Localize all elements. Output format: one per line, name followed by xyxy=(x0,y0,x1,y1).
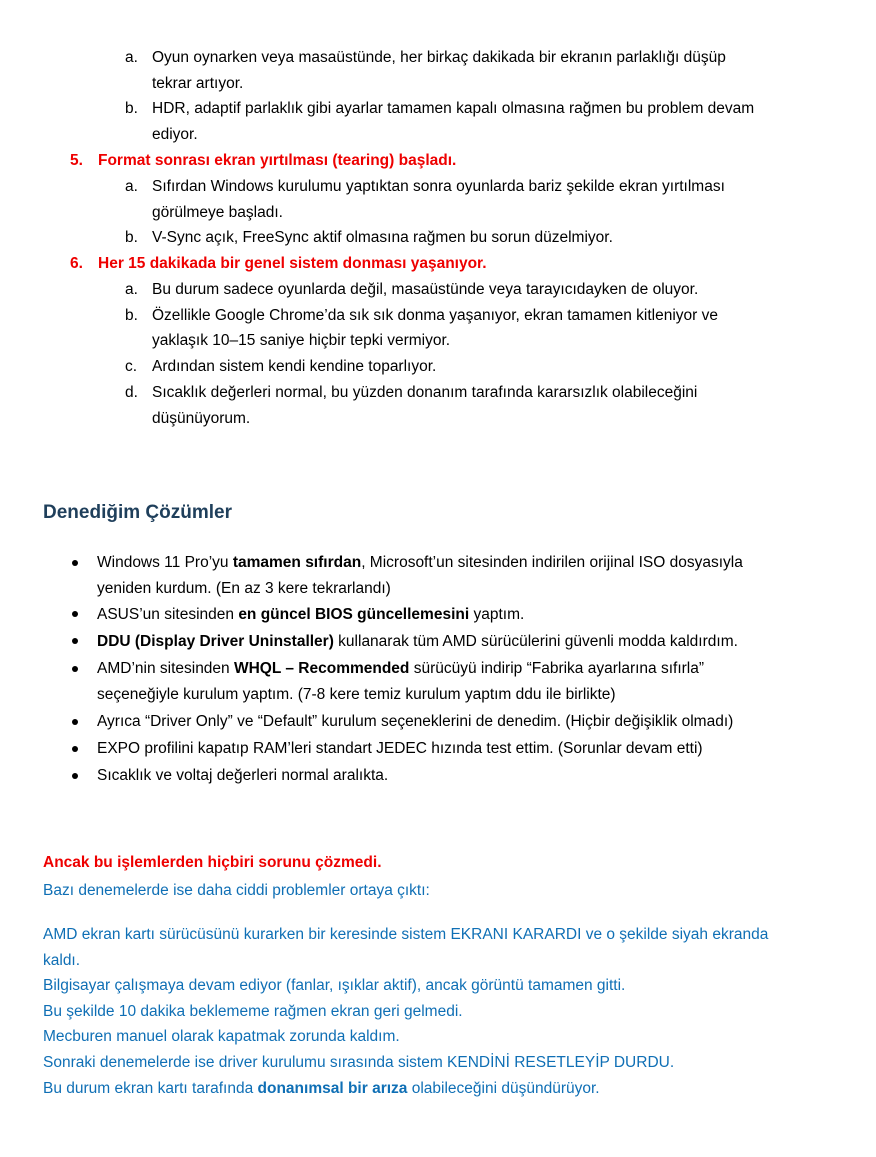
bullet-icon xyxy=(72,746,78,752)
list-item-text: düşünüyorum. xyxy=(152,410,251,427)
bullet-icon xyxy=(72,666,78,672)
list-number: 6. xyxy=(70,255,83,272)
section-heading: Denediğim Çözümler xyxy=(43,502,232,523)
bullet-text: AMD’nin sitesinden WHQL – Recommended sürücüyü indirip “Fabrika ayarlarına sıfırla” xyxy=(97,660,705,677)
issue-title: Her 15 dakikada bir genel sistem donması yaşanıyor. xyxy=(98,255,487,272)
bullet-text: Windows 11 Pro’yu tamamen sıfırdan, Microsoft’un sitesinden indirilen orijinal ISO dosyasıyla xyxy=(97,554,743,571)
list-marker: b. xyxy=(125,229,138,246)
list-item-text: Oyun oynarken veya masaüstünde, her birkaç dakikada bir ekranın parlaklığı düşüp xyxy=(152,49,726,66)
bullet-icon xyxy=(72,773,78,779)
conclusion-text: Bu şekilde 10 dakika beklememe rağmen ekran geri gelmedi. xyxy=(43,1003,463,1020)
bullet-icon xyxy=(72,719,78,725)
bullet-text: DDU (Display Driver Uninstaller) kullanarak tüm AMD sürücülerini güvenli modda kaldırdım. xyxy=(97,633,738,650)
list-marker: b. xyxy=(125,100,138,117)
conclusion-text: Bilgisayar çalışmaya devam ediyor (fanlar, ışıklar aktif), ancak görüntü tamamen gitti. xyxy=(43,977,626,994)
list-marker: a. xyxy=(125,281,138,298)
list-item-text: Sıfırdan Windows kurulumu yaptıktan sonra oyunlarda bariz şekilde ekran yırtılması xyxy=(152,178,725,195)
conclusion-text: Bu durum ekran kartı tarafında donanımsal bir arıza olabileceğini düşündürüyor. xyxy=(43,1080,600,1097)
list-item-text: Sıcaklık değerleri normal, bu yüzden donanım tarafında kararsızlık olabileceğini xyxy=(152,384,698,401)
conclusion-text: kaldı. xyxy=(43,952,81,969)
bullet-icon xyxy=(72,638,78,644)
list-marker: a. xyxy=(125,49,138,66)
bullet-icon xyxy=(72,611,78,617)
bullet-text: Sıcaklık ve voltaj değerleri normal aralıkta. xyxy=(97,767,389,784)
issue-title: Format sonrası ekran yırtılması (tearing) başladı. xyxy=(98,152,457,169)
list-marker: b. xyxy=(125,307,138,324)
list-item-text: yaklaşık 10–15 saniye hiçbir tepki vermiyor. xyxy=(152,332,451,349)
bullet-text: yeniden kurdum. (En az 3 kere tekrarlandı) xyxy=(97,580,391,597)
list-marker: a. xyxy=(125,178,138,195)
bullet-text: Ayrıca “Driver Only” ve “Default” kurulum seçeneklerini de denedim. (Hiçbir değişiklik olmadı) xyxy=(97,713,734,730)
list-item-text: Özellikle Google Chrome’da sık sık donma yaşanıyor, ekran tamamen kitleniyor ve xyxy=(152,307,718,324)
list-marker: d. xyxy=(125,384,138,401)
list-item-text: ediyor. xyxy=(152,126,198,143)
conclusion-text: Sonraki denemelerde ise driver kurulumu sırasında sistem KENDİNİ RESETLEYİP DURDU. xyxy=(43,1054,675,1071)
list-item-text: Ardından sistem kendi kendine toparlıyor. xyxy=(152,358,437,375)
bullet-text: seçeneğiyle kurulum yaptım. (7-8 kere temiz kurulum yaptım ddu ile birlikte) xyxy=(97,686,616,703)
conclusion-text: Bazı denemelerde ise daha ciddi problemler ortaya çıktı: xyxy=(43,882,430,899)
conclusion-title: Ancak bu işlemlerden hiçbiri sorunu çözmedi. xyxy=(43,854,382,871)
list-marker: c. xyxy=(125,358,138,375)
list-number: 5. xyxy=(70,152,83,169)
list-item-text: Bu durum sadece oyunlarda değil, masaüstünde veya tarayıcıdayken de oluyor. xyxy=(152,281,699,298)
conclusion-text: Mecburen manuel olarak kapatmak zorunda kaldım. xyxy=(43,1028,400,1045)
bullet-text: EXPO profilini kapatıp RAM’leri standart JEDEC hızında test ettim. (Sorunlar devam etti) xyxy=(97,740,703,757)
bullet-icon xyxy=(72,560,78,566)
list-item-text: V-Sync açık, FreeSync aktif olmasına rağmen bu sorun düzelmiyor. xyxy=(152,229,613,246)
list-item-text: HDR, adaptif parlaklık gibi ayarlar tamamen kapalı olmasına rağmen bu problem devam xyxy=(152,100,755,117)
list-item-text: tekrar artıyor. xyxy=(152,75,244,92)
bullet-text: ASUS’un sitesinden en güncel BIOS güncellemesini yaptım. xyxy=(97,606,525,623)
list-item-text: görülmeye başladı. xyxy=(152,204,283,221)
conclusion-text: AMD ekran kartı sürücüsünü kurarken bir keresinde sistem EKRANI KARARDI ve o şekilde siyah ekranda xyxy=(43,926,769,943)
